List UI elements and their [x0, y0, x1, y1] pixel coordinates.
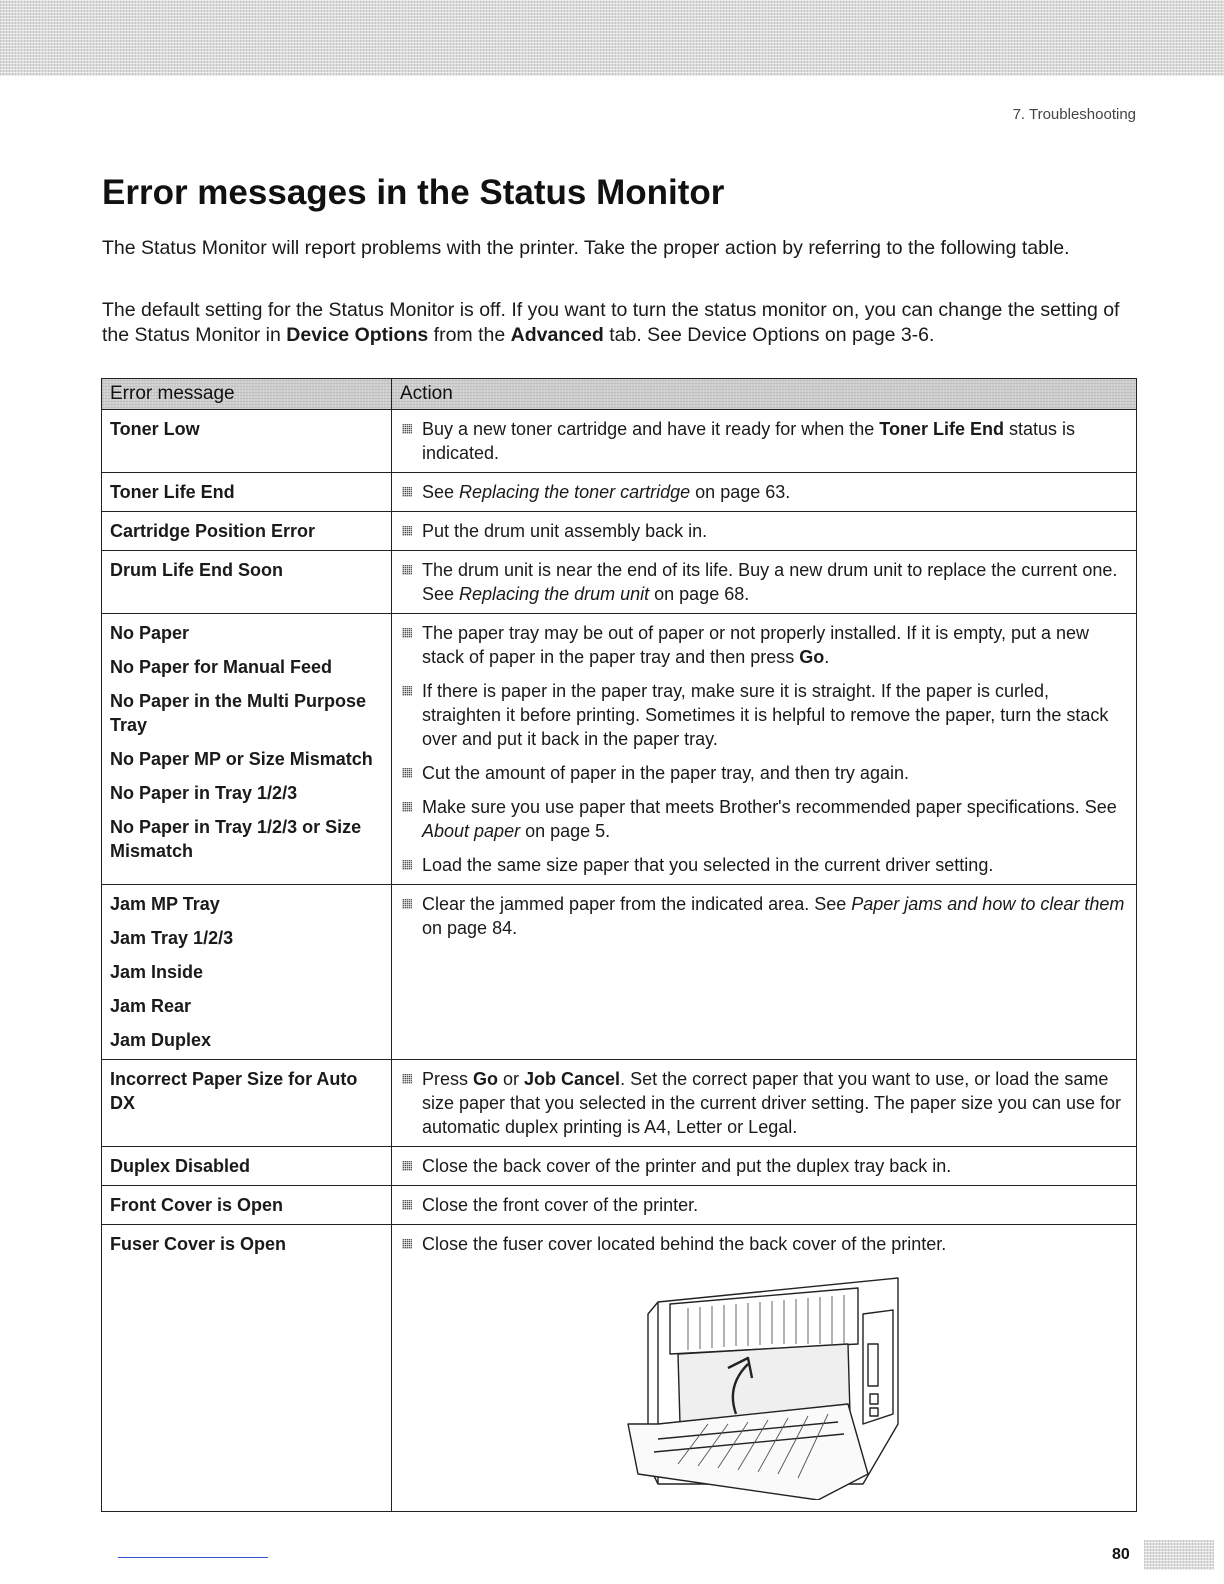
action-text-part: If there is paper in the paper tray, make sure it is straight. If the paper is curled, straighten it before printing. Sometimes it is helpful to remove the paper, turn the stack over and put it back in the paper tray.	[422, 681, 1109, 749]
action-bullet-item	[400, 1067, 1128, 1139]
page-tab-decoration	[1144, 1540, 1214, 1570]
table-body	[102, 410, 1137, 1512]
error-message-text: No Paper in the Multi Purpose Tray	[110, 691, 367, 735]
action-bullet-item	[400, 1232, 1128, 1256]
table-row	[102, 512, 1137, 551]
action-bullet-item	[400, 417, 1128, 465]
error-message-text: No Paper in Tray 1/2/3 or Size Mismatch	[110, 817, 362, 861]
bullet-square-icon	[402, 1200, 412, 1210]
action-cell	[392, 1225, 1137, 1512]
action-text-part: Close the front cover of the printer.	[422, 1195, 699, 1215]
error-message-cell	[102, 1225, 392, 1512]
action-text	[422, 621, 1128, 669]
action-bullet-item	[400, 795, 1128, 843]
error-message-text: No Paper in Tray 1/2/3	[110, 783, 298, 803]
action-text-part: The paper tray may be out of paper or not properly installed. If it is empty, put a new stack of paper in the paper tray and then press	[422, 623, 1090, 667]
bullet-square-icon	[402, 1239, 412, 1249]
table-row	[102, 885, 1137, 1060]
bullet-square-icon	[402, 1074, 412, 1084]
error-message-cell	[102, 614, 392, 885]
bullet-square-icon	[402, 802, 412, 812]
bullet-square-icon	[402, 487, 412, 497]
intro-bold-term: Advanced	[510, 324, 604, 346]
intro-text: The default setting for the Status Monitor is off. If you want to turn the status monitor on, you can change the setting of the Status Monitor in	[102, 299, 1120, 346]
action-text	[422, 480, 1128, 504]
action-bullet-item	[400, 558, 1128, 606]
action-cell	[392, 1186, 1137, 1225]
action-text	[422, 679, 1128, 751]
action-text-part: Put the drum unit assembly back in.	[422, 521, 708, 541]
intro-paragraph-2	[102, 298, 1138, 348]
bullet-square-icon	[402, 628, 412, 638]
action-text-part: Close the fuser cover located behind the back cover of the printer.	[422, 1234, 947, 1254]
error-message-text: Cartridge Position Error	[110, 521, 316, 541]
action-cell	[392, 512, 1137, 551]
bullet-square-icon	[402, 424, 412, 434]
action-reference: Replacing the toner cartridge	[459, 482, 691, 502]
action-text	[422, 1232, 1128, 1256]
action-text-part: Clear the jammed paper from the indicated area. See	[422, 894, 852, 914]
action-text-part: Make sure you use paper that meets Brother's recommended paper specifications. See	[422, 797, 1117, 817]
action-text-part: on page 63.	[690, 482, 791, 502]
error-message-text: Jam MP Tray	[110, 894, 220, 914]
table-row	[102, 1186, 1137, 1225]
error-message-text: Front Cover is Open	[110, 1195, 284, 1215]
figure-container	[400, 1266, 1128, 1504]
table-row	[102, 410, 1137, 473]
error-message-text: No Paper	[110, 623, 190, 643]
action-reference: Replacing the drum unit	[459, 584, 650, 604]
action-bullet-item	[400, 761, 1128, 785]
action-bold-term: Go	[473, 1069, 499, 1089]
action-bold-term: Go	[799, 647, 825, 667]
intro-paragraph-1: The Status Monitor will report problems with the printer. Take the proper action by referring to the following table.	[102, 237, 1070, 259]
table-header-row	[102, 379, 1137, 410]
action-text	[422, 1154, 1128, 1178]
action-text-part: or	[498, 1069, 525, 1089]
error-message-text: No Paper for Manual Feed	[110, 657, 333, 677]
bullet-square-icon	[402, 526, 412, 536]
error-message-text: No Paper MP or Size Mismatch	[110, 749, 373, 769]
action-cell	[392, 473, 1137, 512]
action-text-part: Buy a new toner cartridge and have it ready for when the	[422, 419, 880, 439]
action-text-part: Load the same size paper that you selected in the current driver setting.	[422, 855, 994, 875]
action-text	[422, 519, 1128, 543]
header-decorative-band	[0, 0, 1224, 76]
bullet-square-icon	[402, 565, 412, 575]
error-message-cell	[102, 473, 392, 512]
error-messages-table	[101, 378, 1137, 1512]
action-bold-term: Job Cancel	[524, 1069, 621, 1089]
action-cell	[392, 614, 1137, 885]
error-message-text: Fuser Cover is Open	[110, 1234, 287, 1254]
printer-rear-illustration	[618, 1274, 918, 1500]
bullet-square-icon	[402, 686, 412, 696]
column-header-action: Action	[392, 379, 1137, 410]
bullet-square-icon	[402, 899, 412, 909]
action-bullet-item	[400, 1154, 1128, 1178]
action-bullet-item	[400, 621, 1128, 669]
table-row	[102, 1147, 1137, 1186]
error-message-text: Jam Tray 1/2/3	[110, 928, 234, 948]
error-message-cell	[102, 885, 392, 1060]
action-reference: About paper	[422, 821, 521, 841]
error-message-text: Jam Duplex	[110, 1030, 212, 1050]
bullet-square-icon	[402, 1161, 412, 1171]
action-text-part: on page 5.	[520, 821, 611, 841]
action-text	[422, 417, 1128, 465]
action-text	[422, 1193, 1128, 1217]
action-cell	[392, 885, 1137, 1060]
table-row	[102, 473, 1137, 512]
error-message-cell	[102, 1060, 392, 1147]
error-message-text: Jam Rear	[110, 996, 192, 1016]
table-row	[102, 1060, 1137, 1147]
table-row	[102, 551, 1137, 614]
action-bullet-item	[400, 679, 1128, 751]
action-text	[422, 795, 1128, 843]
intro-text: tab. See Device Options on page 3-6.	[603, 324, 935, 346]
error-message-cell	[102, 410, 392, 473]
action-text	[422, 761, 1128, 785]
action-text	[422, 892, 1128, 940]
error-message-text: Incorrect Paper Size for Auto DX	[110, 1069, 358, 1113]
intro-text: from the	[428, 324, 511, 346]
error-message-cell	[102, 1186, 392, 1225]
error-message-text: Toner Life End	[110, 482, 235, 502]
action-text-part: . Set the correct paper that you want to use, or load the same size paper that you selected in the current driver setting. The paper size you can use for automatic duplex printing is A4, Letter or Legal.	[422, 1069, 1122, 1137]
error-message-text: Jam Inside	[110, 962, 204, 982]
table-row	[102, 614, 1137, 885]
action-bullet-item	[400, 892, 1128, 940]
table-row	[102, 1225, 1137, 1512]
action-text-part: Cut the amount of paper in the paper tray, and then try again.	[422, 763, 909, 783]
action-cell	[392, 410, 1137, 473]
action-cell	[392, 551, 1137, 614]
action-text-part: .	[824, 647, 830, 667]
bullet-square-icon	[402, 768, 412, 778]
bullet-square-icon	[402, 860, 412, 870]
page-title: Error messages in the Status Monitor	[102, 173, 725, 212]
error-message-cell	[102, 1147, 392, 1186]
bottom-rule	[118, 1557, 268, 1558]
action-text-part: The drum unit is near the end of its life. Buy a new drum unit to replace the current one. See	[422, 560, 1118, 604]
error-message-cell	[102, 551, 392, 614]
page-number: 80	[1112, 1546, 1130, 1563]
action-text-part: on page 68.	[649, 584, 750, 604]
error-message-text: Drum Life End Soon	[110, 560, 283, 580]
column-header-error-message: Error message	[102, 379, 392, 410]
action-bold-term: Toner Life End	[879, 419, 1004, 439]
action-text-part: See	[422, 482, 460, 502]
action-text	[422, 558, 1128, 606]
action-text-part: Press	[422, 1069, 474, 1089]
error-message-cell	[102, 512, 392, 551]
error-message-text: Toner Low	[110, 419, 200, 439]
action-text-part: status is indicated.	[422, 419, 1075, 463]
action-bullet-item	[400, 480, 1128, 504]
action-cell	[392, 1147, 1137, 1186]
action-reference: Paper jams and how to clear them	[851, 894, 1125, 914]
action-text-part: Close the back cover of the printer and put the duplex tray back in.	[422, 1156, 952, 1176]
action-text	[422, 853, 1128, 877]
action-bullet-item	[400, 1193, 1128, 1217]
action-cell	[392, 1060, 1137, 1147]
intro-bold-term: Device Options	[286, 324, 429, 346]
action-text	[422, 1067, 1128, 1139]
action-bullet-item	[400, 853, 1128, 877]
chapter-label: 7. Troubleshooting	[1012, 106, 1136, 123]
error-message-text: Duplex Disabled	[110, 1156, 251, 1176]
action-text-part: on page 84.	[422, 918, 518, 938]
action-bullet-item	[400, 519, 1128, 543]
